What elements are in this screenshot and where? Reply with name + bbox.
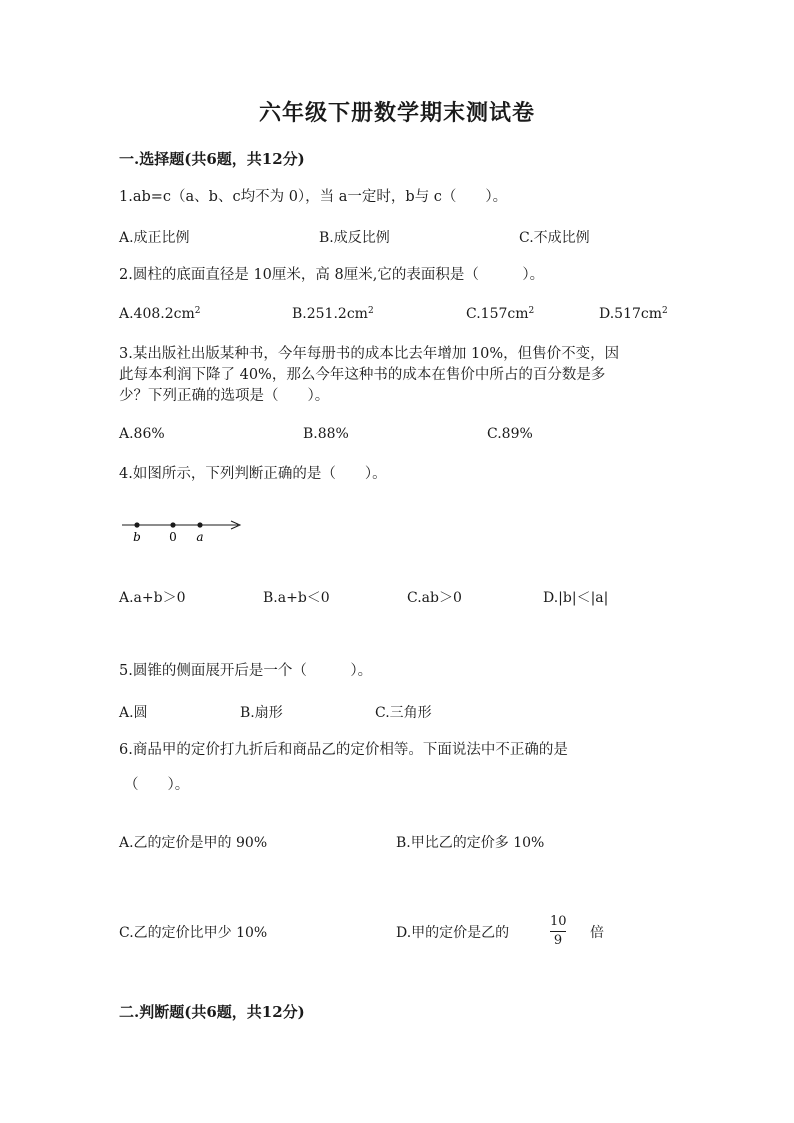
question-5-option-a: A.圆 [119, 705, 148, 721]
section-heading-judgement: 二.判断题(共6题，共12分) [119, 1003, 305, 1021]
question-6-option-d-suffix: 倍 [590, 925, 604, 941]
question-6-option-b: B.甲比乙的定价多 10% [396, 835, 545, 851]
question-6-line-1: 6.商品甲的定价打九折后和商品乙的定价相等。下面说法中不正确的是 [119, 742, 568, 758]
question-2-text: 2.圆柱的底面直径是 10厘米，高 8厘米,它的表面积是（ ）。 [119, 267, 545, 283]
question-4-text: 4.如图所示，下列判断正确的是（ ）。 [119, 466, 387, 482]
question-3-line-1: 3.某出版社出版某种书，今年每册书的成本比去年增加 10%，但售价不变，因 [119, 346, 620, 362]
unit-exponent: 2 [367, 306, 374, 316]
question-1-option-b: B.成反比例 [319, 230, 390, 246]
question-1-option-a: A.成正比例 [119, 230, 190, 246]
section-heading-choice: 一.选择题(共6题，共12分) [119, 150, 305, 168]
question-2-option-c: $C.157cm^2$ [466, 306, 535, 322]
page-title: 六年级下册数学期末测试卷 [258, 100, 535, 126]
question-6-option-a: A.乙的定价是甲的 90% [119, 835, 268, 851]
question-2-option-d: $D.517cm^2$ [599, 306, 668, 322]
fraction-denominator: 9 [553, 933, 563, 948]
number-line-label-b: b [133, 530, 141, 544]
fraction-numerator: 10 [550, 914, 567, 929]
question-3-option-c: C.89% [487, 426, 533, 442]
question-4-option-c: C.ab＞0 [407, 590, 462, 606]
number-line-label-zero: 0 [169, 530, 177, 544]
question-3-option-a: A.86% [119, 426, 165, 442]
point-zero [170, 522, 175, 527]
question-4-option-a: A.a+b＞0 [119, 590, 186, 606]
question-6-option-d: D.甲的定价是乙的 [396, 925, 510, 941]
question-5-text: 5.圆锥的侧面展开后是一个（ ）。 [119, 663, 373, 679]
question-1-text: 1.ab=c（a、b、c均不为 0），当 a一定时，b与 c（ ）。 [119, 189, 508, 205]
question-3-option-b: B.88% [303, 426, 349, 442]
unit-exponent: 2 [662, 306, 668, 316]
question-5-option-b: B.扇形 [240, 705, 283, 721]
question-3-line-3: 少？下列正确的选项是（ ）。 [119, 388, 330, 404]
unit-exponent: 2 [528, 306, 535, 316]
question-1-option-c: C.不成比例 [519, 230, 590, 246]
point-a [197, 522, 202, 527]
question-4-option-b: B.a+b＜0 [263, 590, 330, 606]
fraction-ten-ninths [550, 914, 566, 949]
number-line-figure [118, 514, 248, 546]
question-2-option-b: $B.251.2cm^2$ [292, 306, 374, 322]
number-line-label-a: a [196, 530, 204, 544]
question-4-option-d: D.|b|＜|a| [543, 590, 609, 606]
question-3-line-2: 此每本利润下降了 40%，那么今年这种书的成本在售价中所占的百分数是多 [119, 367, 606, 383]
question-5-option-c: C.三角形 [375, 705, 432, 721]
unit-exponent: 2 [194, 306, 201, 316]
fraction-bar [550, 931, 566, 932]
point-b [134, 522, 139, 527]
question-2-option-a: $A.408.2cm^2$ [119, 306, 201, 322]
question-6-line-2: （ ）。 [124, 777, 190, 793]
question-6-option-c: C.乙的定价比甲少 10% [119, 925, 268, 941]
